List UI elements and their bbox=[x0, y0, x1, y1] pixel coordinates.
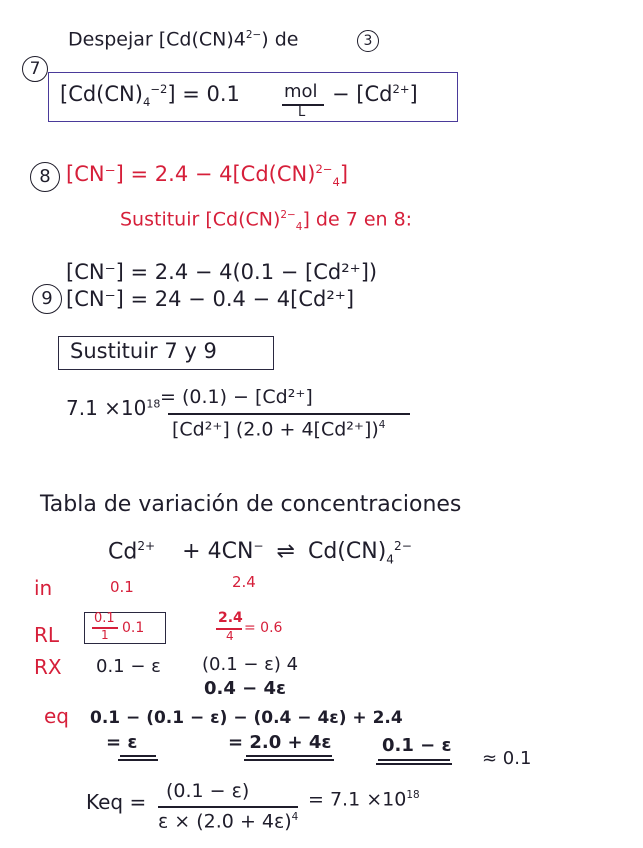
substitute-label: Sustituir 7 y 9 bbox=[70, 339, 217, 363]
row-rl-label: RL bbox=[34, 623, 60, 647]
reaction-plus: + 4CN bbox=[182, 539, 254, 565]
row-rx-cd: 0.1 − ε bbox=[96, 656, 161, 677]
row-eq-complex: 0.1 − ε bbox=[382, 735, 452, 756]
row-rl-cn-value: = 0.6 bbox=[244, 620, 283, 636]
step-8-note-text: Sustituir [Cd(CN) bbox=[120, 208, 281, 231]
substitute-denominator bbox=[172, 420, 385, 439]
row-rl-cd-frac-num: 0.1 bbox=[94, 611, 115, 626]
row-rl-cn-frac-num: 2.4 bbox=[218, 610, 243, 626]
step-8-note-end: ] de 7 en 8: bbox=[302, 208, 413, 231]
step-7-heading bbox=[68, 30, 298, 49]
row-eq-cd-underline-2 bbox=[118, 759, 158, 761]
keq-denominator-text: ε × (2.0 + 4ε) bbox=[158, 810, 292, 833]
step-7-eq-left: [Cd(CN) bbox=[60, 82, 143, 106]
step-7-number-text: 7 bbox=[29, 59, 41, 79]
substitute-lhs-exp: 18 bbox=[146, 397, 161, 411]
row-eq-expression: 0.1 − (0.1 − ε) − (0.4 − 4ε) + 2.4 bbox=[90, 708, 403, 728]
step-9-line-2: [CN⁻] = 24 − 0.4 − 4[Cd²⁺] bbox=[66, 287, 355, 311]
row-eq-cn-underline-1 bbox=[246, 755, 332, 757]
reaction-left-sup: 2+ bbox=[137, 539, 156, 553]
step-7-ref-circle bbox=[357, 30, 379, 52]
row-eq-approx: ≈ 0.1 bbox=[482, 748, 532, 769]
step-7-eq-left-sup: −2 bbox=[150, 82, 168, 96]
step-8-equation-sup: 2− bbox=[315, 162, 333, 176]
row-rx-label: RX bbox=[34, 655, 62, 679]
step-8-equation-end: ] bbox=[339, 162, 349, 186]
keq-denominator-exp: 4 bbox=[291, 811, 299, 823]
step-8-number-text: 8 bbox=[39, 166, 51, 187]
reaction-arrow: ⇌ bbox=[276, 539, 295, 565]
step-7-heading-text: Despejar [Cd(CN)4 bbox=[68, 28, 246, 51]
step-9-number-text: 9 bbox=[41, 288, 53, 309]
keq-result-text: = 7.1 ×10 bbox=[308, 788, 407, 811]
step-7-number bbox=[22, 56, 48, 82]
step-8-equation-text: [CN⁻] = 2.4 − 4[Cd(CN) bbox=[66, 162, 316, 186]
step-7-ref-text: 3 bbox=[363, 33, 373, 49]
step-7-heading-end: ) de bbox=[261, 28, 299, 51]
reaction-right: Cd(CN) bbox=[307, 539, 387, 565]
reaction-plus-sup: − bbox=[253, 539, 264, 553]
step-8-equation-sub: 4 bbox=[332, 175, 340, 190]
step-8-note-sup: 2− bbox=[280, 209, 296, 221]
reaction-left: Cd bbox=[108, 539, 138, 565]
substitute-lhs-text: 7.1 ×10 bbox=[66, 396, 147, 420]
row-eq-cd-underline-1 bbox=[120, 755, 156, 757]
keq-label: Keq = bbox=[86, 790, 147, 814]
substitute-lhs bbox=[66, 398, 160, 418]
keq-fraction-bar bbox=[158, 806, 298, 808]
row-in-cd: 0.1 bbox=[110, 578, 134, 596]
step-8-number bbox=[30, 162, 60, 192]
keq-denominator bbox=[158, 812, 298, 831]
row-rl-cn-frac-den: 4 bbox=[226, 629, 234, 643]
table-title: Tabla de variación de concentraciones bbox=[40, 492, 462, 517]
row-eq-complex-underline-1 bbox=[378, 759, 450, 761]
keq-result bbox=[308, 790, 420, 809]
row-eq-cn-underline-2 bbox=[244, 759, 334, 761]
step-8-note bbox=[120, 210, 412, 233]
row-rl-cd-value: 0.1 bbox=[122, 620, 145, 636]
keq-numerator: (0.1 − ε) bbox=[166, 780, 250, 802]
row-rx-cn-line-1: (0.1 − ε) 4 bbox=[202, 654, 299, 675]
reaction-right-sub: 4 bbox=[386, 552, 394, 567]
row-eq-cd: = ε bbox=[106, 732, 138, 753]
step-7-unit-num: mol bbox=[284, 81, 318, 102]
step-7-eq-right-text: − [Cd bbox=[332, 82, 393, 106]
row-eq-complex-underline-2 bbox=[376, 763, 452, 765]
step-7-eq-left-sub: 4 bbox=[142, 95, 151, 110]
step-7-unit-den: L bbox=[298, 105, 306, 120]
step-8-note-sub: 4 bbox=[295, 221, 303, 234]
row-rx-cn-line-2: 0.4 − 4ε bbox=[204, 678, 287, 699]
step-7-equation bbox=[60, 84, 240, 109]
row-rl-cd-frac-den: 1 bbox=[101, 628, 109, 642]
step-7-eq-mid: ] = 0.1 bbox=[167, 82, 240, 106]
step-8-equation bbox=[66, 164, 348, 189]
substitute-fraction-bar bbox=[168, 413, 410, 415]
substitute-denominator-text: [Cd²⁺] (2.0 + 4[Cd²⁺]) bbox=[172, 418, 379, 441]
step-9-line-1: [CN⁻] = 2.4 − 4(0.1 − [Cd²⁺]) bbox=[66, 260, 378, 284]
step-7-eq-right bbox=[332, 84, 418, 105]
step-7-heading-sup: 2− bbox=[245, 29, 262, 41]
substitute-denominator-exp: 4 bbox=[378, 419, 386, 431]
row-eq-label: eq bbox=[44, 704, 69, 728]
substitute-numerator: = (0.1) − [Cd²⁺] bbox=[160, 386, 313, 408]
row-in-cn: 2.4 bbox=[232, 573, 256, 591]
step-7-eq-right-sup: 2+ bbox=[392, 82, 410, 96]
step-7-eq-right-end: ] bbox=[409, 82, 418, 106]
step-9-number bbox=[32, 284, 62, 314]
row-eq-cn: = 2.0 + 4ε bbox=[228, 732, 332, 753]
reaction-equation bbox=[108, 540, 412, 566]
reaction-right-sup: 2− bbox=[394, 539, 412, 553]
row-in-label: in bbox=[34, 576, 53, 600]
keq-result-exp: 18 bbox=[406, 789, 420, 801]
